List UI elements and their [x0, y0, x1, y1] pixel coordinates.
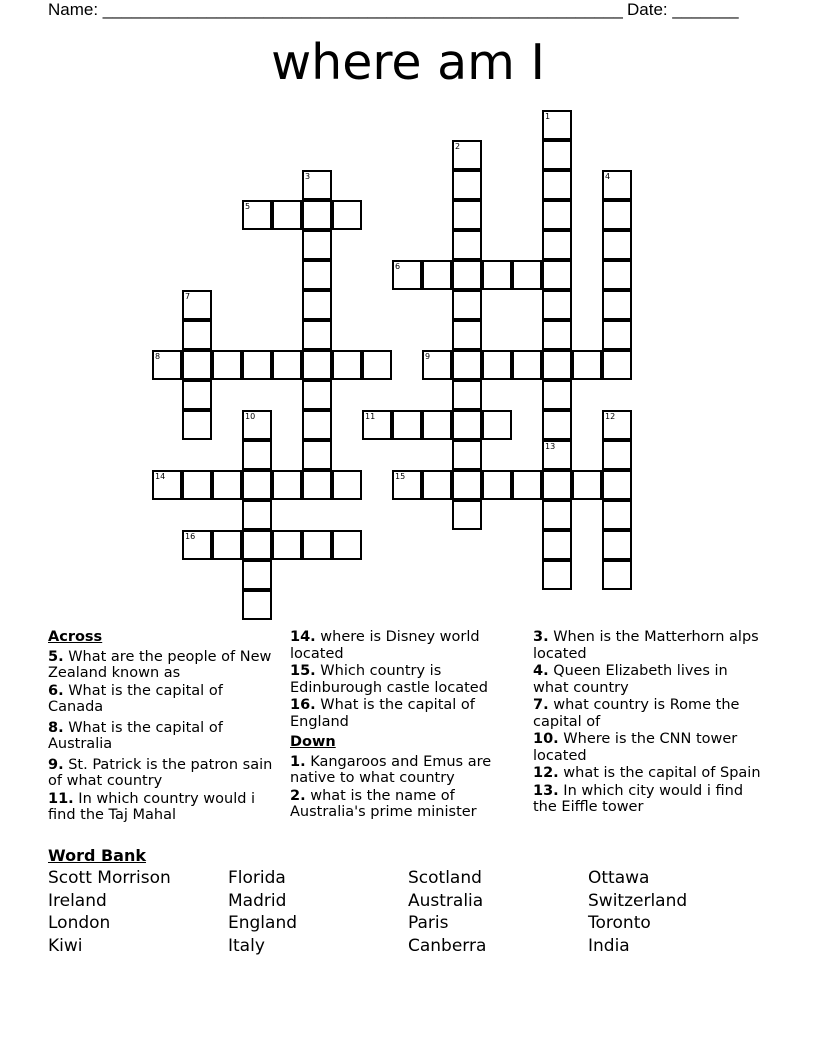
grid-cell[interactable] — [482, 470, 512, 500]
grid-cell[interactable] — [602, 500, 632, 530]
grid-cell[interactable] — [302, 260, 332, 290]
grid-cell[interactable] — [392, 260, 422, 290]
clue-number-label: 9 — [425, 352, 431, 361]
clue-number-label: 8 — [155, 352, 161, 361]
grid-cell[interactable] — [272, 470, 302, 500]
grid-cell[interactable] — [572, 470, 602, 500]
clue-number-label: 2 — [455, 142, 461, 151]
grid-cell[interactable] — [302, 410, 332, 440]
clue-text: What are the people of New Zealand known as — [48, 648, 272, 681]
clue-text: When is the Matterhorn alps located — [533, 629, 759, 662]
clue-number: 13. — [533, 782, 559, 799]
grid-cell[interactable] — [272, 350, 302, 380]
clue-number: 14. — [290, 629, 316, 645]
clue-across-15 — [290, 663, 500, 696]
word-bank-item: England — [228, 913, 298, 934]
word-bank-item: Toronto — [588, 913, 651, 934]
grid-cell[interactable] — [542, 230, 572, 260]
clue-number: 9. — [48, 756, 64, 773]
grid-cell[interactable] — [452, 470, 482, 500]
word-bank-item: India — [588, 936, 630, 957]
grid-cell[interactable] — [302, 200, 332, 230]
clue-across-16 — [290, 697, 500, 730]
clue-number-label: 12 — [605, 412, 616, 421]
grid-cell[interactable] — [542, 140, 572, 170]
clue-number: 10. — [533, 731, 559, 747]
grid-cell[interactable] — [602, 410, 632, 440]
clue-text: What is the capital of England — [290, 697, 475, 730]
grid-cell[interactable] — [242, 410, 272, 440]
clue-number-label: 10 — [245, 412, 256, 421]
word-bank-item: Ottawa — [588, 868, 650, 888]
grid-cell[interactable] — [422, 410, 452, 440]
grid-cell[interactable] — [212, 530, 242, 560]
grid-cell[interactable] — [512, 350, 542, 380]
clue-number: 4. — [533, 663, 549, 679]
word-bank-item: Canberra — [408, 936, 487, 957]
date-field-label: Date: _______ — [627, 0, 739, 19]
clue-number: 1. — [290, 753, 306, 770]
grid-cell[interactable] — [602, 470, 632, 500]
grid-cell[interactable] — [452, 290, 482, 320]
grid-cell[interactable] — [452, 230, 482, 260]
grid-cell[interactable] — [602, 440, 632, 470]
grid-cell[interactable] — [512, 470, 542, 500]
word-bank-item: Scotland — [408, 868, 482, 888]
word-bank-item: Ireland — [48, 890, 107, 911]
clue-number-label: 11 — [365, 412, 376, 421]
clue-number: 16. — [290, 697, 316, 713]
grid-cell[interactable] — [242, 350, 272, 380]
grid-cell[interactable] — [542, 410, 572, 440]
clue-across-9 — [48, 757, 273, 790]
grid-cell[interactable] — [362, 350, 392, 380]
word-bank-item: Switzerland — [588, 890, 688, 911]
clue-number: 11. — [48, 790, 74, 807]
grid-cell[interactable] — [152, 350, 182, 380]
grid-cell[interactable] — [182, 290, 212, 320]
grid-cell[interactable] — [482, 350, 512, 380]
grid-cell[interactable] — [302, 530, 332, 560]
grid-cell[interactable] — [242, 590, 272, 620]
grid-cell[interactable] — [242, 500, 272, 530]
clue-down-3 — [533, 629, 761, 662]
grid-cell[interactable] — [602, 260, 632, 290]
word-bank-item: Paris — [408, 913, 449, 934]
grid-cell[interactable] — [392, 410, 422, 440]
clue-number-label: 1 — [545, 112, 551, 121]
grid-cell[interactable] — [302, 470, 332, 500]
grid-cell[interactable] — [422, 470, 452, 500]
clue-column-2 — [290, 629, 500, 822]
grid-cell[interactable] — [302, 380, 332, 410]
grid-cell[interactable] — [602, 170, 632, 200]
grid-cell[interactable] — [542, 170, 572, 200]
grid-cell[interactable] — [242, 440, 272, 470]
clue-text: In which country would i find the Taj Mahal — [48, 790, 256, 823]
clue-down-13 — [533, 783, 761, 816]
grid-cell[interactable] — [452, 200, 482, 230]
grid-cell[interactable] — [182, 470, 212, 500]
clue-number: 15. — [290, 663, 316, 679]
grid-cell[interactable] — [542, 320, 572, 350]
grid-cell[interactable] — [572, 350, 602, 380]
grid-cell[interactable] — [302, 320, 332, 350]
clue-number-label: 4 — [605, 172, 611, 181]
grid-cell[interactable] — [182, 350, 212, 380]
clue-text: what is the name of Australia's prime minister — [290, 787, 477, 820]
grid-cell[interactable] — [542, 560, 572, 590]
grid-cell[interactable] — [542, 470, 572, 500]
clue-number-label: 6 — [395, 262, 401, 271]
grid-cell[interactable] — [182, 320, 212, 350]
grid-cell[interactable] — [542, 110, 572, 140]
clue-down-10 — [533, 731, 761, 764]
grid-cell[interactable] — [152, 470, 182, 500]
grid-cell[interactable] — [302, 170, 332, 200]
clue-down-2 — [290, 788, 500, 821]
clue-across-14 — [290, 629, 500, 662]
clue-text: What is the capital of Canada — [48, 682, 223, 715]
grid-cell[interactable] — [332, 470, 362, 500]
clue-down-4 — [533, 663, 761, 696]
clue-text: Which country is Edinburough castle located — [290, 663, 488, 696]
grid-cell[interactable] — [242, 530, 272, 560]
grid-cell[interactable] — [182, 410, 212, 440]
grid-cell[interactable] — [302, 290, 332, 320]
name-field-label: Name: _______________________________________________________ — [48, 0, 623, 19]
clue-across-6 — [48, 683, 273, 716]
word-bank-item: Madrid — [228, 890, 287, 911]
grid-cell[interactable] — [452, 260, 482, 290]
grid-cell[interactable] — [242, 200, 272, 230]
clue-number: 3. — [533, 629, 549, 645]
grid-cell[interactable] — [182, 530, 212, 560]
grid-cell[interactable] — [332, 350, 362, 380]
grid-cell[interactable] — [542, 290, 572, 320]
clue-number: 12. — [533, 765, 559, 781]
grid-cell[interactable] — [212, 470, 242, 500]
clue-number-label: 7 — [185, 292, 191, 301]
grid-cell[interactable] — [452, 140, 482, 170]
grid-cell[interactable] — [542, 200, 572, 230]
grid-cell[interactable] — [332, 530, 362, 560]
clue-down-12 — [533, 765, 761, 782]
grid-cell[interactable] — [602, 230, 632, 260]
clue-text: where is Disney world located — [290, 629, 480, 662]
clue-text: Queen Elizabeth lives in what country — [533, 663, 728, 696]
clue-down-7 — [533, 697, 761, 730]
clue-number: 7. — [533, 697, 549, 713]
grid-cell[interactable] — [452, 320, 482, 350]
grid-cell[interactable] — [482, 410, 512, 440]
clue-text: what is the capital of Spain — [563, 765, 761, 781]
grid-cell[interactable] — [512, 260, 542, 290]
grid-cell[interactable] — [542, 350, 572, 380]
word-bank-item: Australia — [408, 890, 484, 911]
grid-cell[interactable] — [482, 260, 512, 290]
grid-cell[interactable] — [452, 500, 482, 530]
clue-number-label: 15 — [395, 472, 406, 481]
clue-column-1 — [48, 629, 273, 825]
clue-across-11 — [48, 791, 273, 824]
clue-text: St. Patrick is the patron sain of what country — [48, 756, 273, 789]
word-bank-item: London — [48, 913, 111, 934]
grid-cell[interactable] — [602, 290, 632, 320]
clue-column-3 — [533, 629, 761, 817]
grid-cell[interactable] — [302, 350, 332, 380]
grid-cell[interactable] — [452, 380, 482, 410]
clue-number: 6. — [48, 682, 64, 699]
word-bank-heading: Word Bank — [48, 846, 147, 865]
grid-cell[interactable] — [452, 350, 482, 380]
clue-text: In which city would i find the Eiffle tower — [533, 782, 744, 815]
word-bank-item: Florida — [228, 868, 286, 888]
clue-number-label: 13 — [545, 442, 556, 451]
grid-cell[interactable] — [242, 470, 272, 500]
grid-cell[interactable] — [602, 320, 632, 350]
clue-text: Kangaroos and Emus are native to what country — [290, 753, 492, 786]
clue-across-5 — [48, 649, 273, 682]
clue-text: what country is Rome the capital of — [533, 697, 740, 730]
clue-number-label: 3 — [305, 172, 311, 181]
clue-down-1 — [290, 754, 500, 787]
grid-cell[interactable] — [182, 380, 212, 410]
clue-number: 2. — [290, 787, 306, 804]
grid-cell[interactable] — [362, 410, 392, 440]
grid-cell[interactable] — [452, 170, 482, 200]
grid-cell[interactable] — [272, 530, 302, 560]
clue-text: What is the capital of Australia — [48, 719, 223, 752]
word-bank-item: Italy — [228, 936, 265, 957]
clue-number-label: 14 — [155, 472, 166, 481]
clue-number-label: 16 — [185, 532, 196, 541]
grid-cell[interactable] — [422, 350, 452, 380]
word-bank-item: Scott Morrison — [48, 868, 171, 888]
grid-cell[interactable] — [602, 560, 632, 590]
grid-cell[interactable] — [302, 230, 332, 260]
grid-cell[interactable] — [542, 260, 572, 290]
grid-cell[interactable] — [542, 500, 572, 530]
grid-cell[interactable] — [542, 440, 572, 470]
grid-cell[interactable] — [602, 530, 632, 560]
clue-number-label: 5 — [245, 202, 251, 211]
across-heading: Across — [48, 629, 103, 645]
grid-cell[interactable] — [602, 200, 632, 230]
clue-across-8 — [48, 720, 273, 753]
grid-cell[interactable] — [542, 380, 572, 410]
grid-cell[interactable] — [452, 440, 482, 470]
grid-cell[interactable] — [452, 410, 482, 440]
down-heading: Down — [290, 734, 336, 750]
grid-cell[interactable] — [212, 350, 242, 380]
clue-number: 5. — [48, 648, 64, 665]
page-title: where am I — [271, 34, 545, 91]
grid-cell[interactable] — [422, 260, 452, 290]
grid-cell[interactable] — [392, 470, 422, 500]
grid-cell[interactable] — [242, 560, 272, 590]
word-bank-item: Kiwi — [48, 936, 83, 957]
clue-number: 8. — [48, 719, 64, 736]
clue-text: Where is the CNN tower located — [533, 731, 738, 764]
grid-cell[interactable] — [542, 530, 572, 560]
grid-cell[interactable] — [302, 440, 332, 470]
grid-cell[interactable] — [602, 350, 632, 380]
grid-cell[interactable] — [332, 200, 362, 230]
grid-cell[interactable] — [272, 200, 302, 230]
